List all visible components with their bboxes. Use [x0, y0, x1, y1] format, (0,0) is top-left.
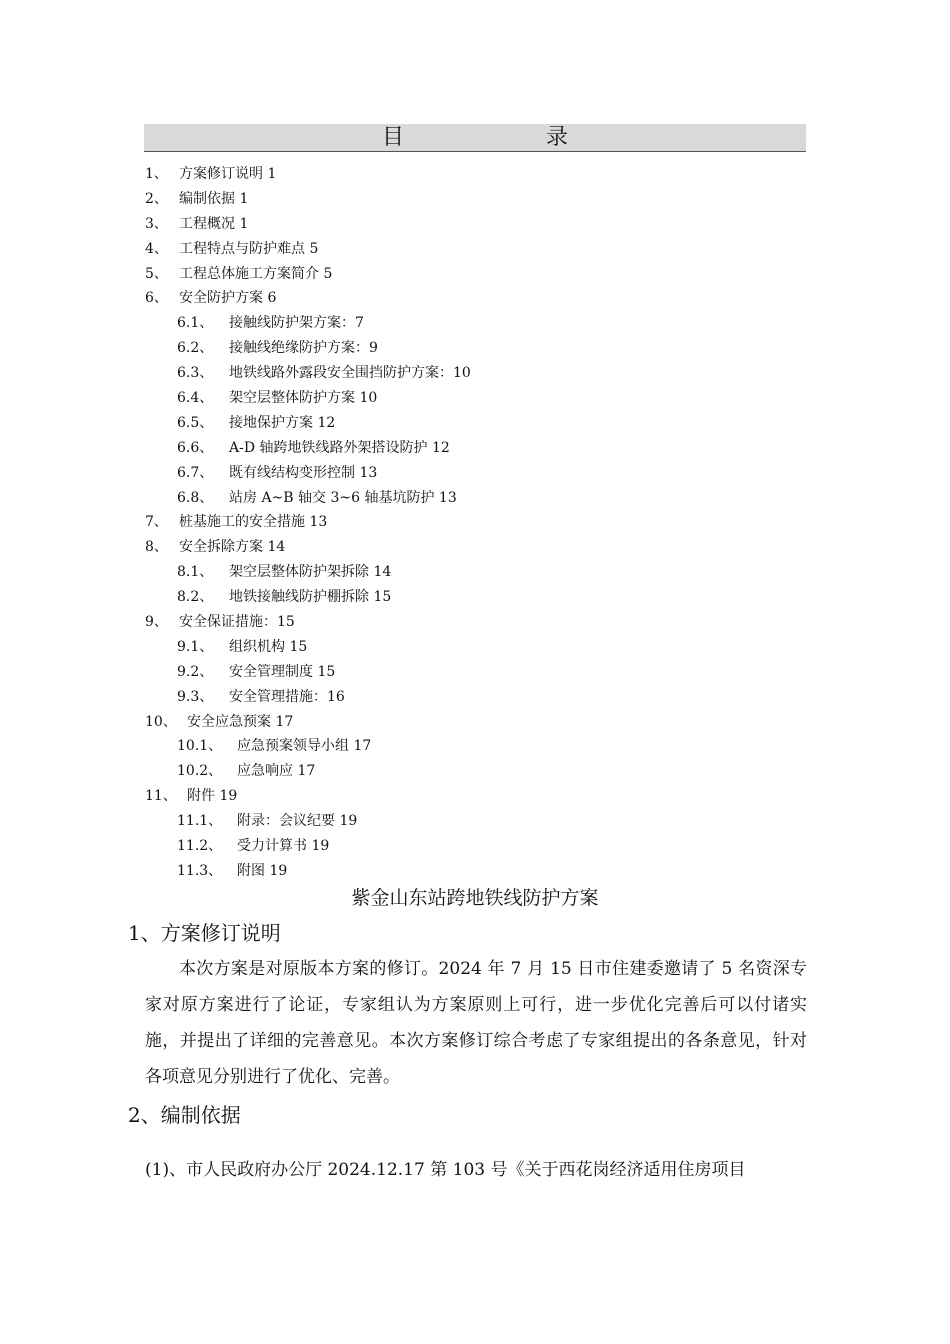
section-1-heading: 1、方案修订说明 — [128, 921, 281, 945]
toc-item[interactable] — [0, 212, 950, 237]
toc-item[interactable] — [0, 734, 950, 759]
toc-item[interactable] — [0, 510, 950, 535]
toc-item-label: 安全防护方案 6 — [179, 290, 277, 307]
toc-item-label: 应急预案领导小组 17 — [237, 738, 372, 755]
toc-item-label: 编制依据 1 — [179, 190, 249, 207]
toc-item[interactable] — [0, 784, 950, 809]
toc-item[interactable] — [0, 262, 950, 287]
toc-item-label: 受力计算书 19 — [237, 838, 330, 855]
toc-item-label: 工程概况 1 — [179, 215, 249, 232]
toc-item-number: 6.4、 — [177, 390, 214, 407]
toc-item[interactable] — [0, 237, 950, 262]
toc-header — [144, 124, 806, 152]
document-title: 紫金山东站跨地铁线防护方案 — [351, 887, 599, 909]
toc-item-label: 既有线结构变形控制 13 — [229, 464, 378, 481]
toc-item[interactable] — [0, 361, 950, 386]
toc-item-number: 9.1、 — [177, 638, 214, 655]
toc-item-number: 10.1、 — [177, 738, 223, 755]
toc-item-label: 附录：会议纪要 19 — [237, 813, 358, 830]
toc-item-label: 地铁接触线防护棚拆除 15 — [229, 589, 392, 606]
toc-item[interactable] — [0, 461, 950, 486]
toc-item-number: 6.2、 — [177, 340, 214, 357]
basis-item-1: (1)、市人民政府办公厅 2024.12.17 第 103 号《关于西花岗经济适用住房项目 — [145, 1160, 746, 1180]
toc-item-label: 安全管理制度 15 — [229, 663, 336, 680]
toc-item-label: 桩基施工的安全措施 13 — [179, 514, 328, 531]
toc-item-label: 安全应急预案 17 — [187, 713, 294, 730]
toc-item[interactable] — [0, 859, 950, 884]
toc-item-number: 11.3、 — [177, 862, 223, 879]
toc-item[interactable] — [0, 809, 950, 834]
toc-item-label: 地铁线路外露段安全围挡防护方案：10 — [229, 365, 471, 382]
toc-item-number: 3、 — [145, 215, 168, 232]
toc-item-label: 附件 19 — [187, 788, 238, 805]
toc-item-number: 10、 — [145, 713, 177, 730]
toc-item-label: 组织机构 15 — [229, 638, 308, 655]
toc-item-number: 4、 — [145, 240, 168, 257]
toc-item-number: 2、 — [145, 190, 168, 207]
toc-item[interactable] — [0, 336, 950, 361]
toc-item-number: 6.8、 — [177, 489, 214, 506]
toc-item-number: 11、 — [145, 788, 177, 805]
toc-item-label: 安全保证措施：15 — [179, 614, 295, 631]
toc-item[interactable] — [0, 585, 950, 610]
toc-item[interactable] — [0, 535, 950, 560]
toc-item-number: 6、 — [145, 290, 168, 307]
toc-item[interactable] — [0, 560, 950, 585]
toc-item-label: 接触线防护架方案：7 — [229, 315, 364, 332]
toc-item[interactable] — [0, 411, 950, 436]
toc-item[interactable] — [0, 759, 950, 784]
toc-item-label: A-D 轴跨地铁线路外架搭设防护 12 — [229, 439, 450, 456]
toc-item-label: 架空层整体防护架拆除 14 — [229, 564, 392, 581]
toc-item-number: 5、 — [145, 265, 168, 282]
toc-item-label: 工程特点与防护难点 5 — [179, 240, 319, 257]
toc-item-number: 9.2、 — [177, 663, 214, 680]
toc-item[interactable] — [0, 311, 950, 336]
toc-item-number: 9.3、 — [177, 688, 214, 705]
toc-item[interactable] — [0, 286, 950, 311]
toc-item-number: 8.2、 — [177, 589, 214, 606]
toc-item[interactable] — [0, 187, 950, 212]
toc-item-label: 附图 19 — [237, 862, 288, 879]
toc-item-number: 9、 — [145, 614, 168, 631]
toc-item[interactable] — [0, 635, 950, 660]
toc-item[interactable] — [0, 685, 950, 710]
toc-item-label: 应急响应 17 — [237, 763, 316, 780]
toc-item-label: 接地保护方案 12 — [229, 414, 336, 431]
toc-item[interactable] — [0, 162, 950, 187]
toc-item-number: 11.2、 — [177, 838, 223, 855]
toc-item-label: 接触线绝缘防护方案：9 — [229, 340, 378, 357]
toc-title: 目 录 — [381, 125, 628, 150]
toc-item-label: 工程总体施工方案简介 5 — [179, 265, 333, 282]
toc-item-label: 方案修订说明 1 — [179, 166, 277, 182]
toc-item-label: 安全管理措施：16 — [229, 688, 345, 705]
toc-item-number: 11.1、 — [177, 813, 223, 830]
section-2-heading: 2、编制依据 — [128, 1103, 241, 1127]
toc-item-number: 6.3、 — [177, 365, 214, 382]
toc-item-label: 站房 A~B 轴交 3~6 轴基坑防护 13 — [229, 489, 457, 506]
toc-item[interactable] — [0, 486, 950, 511]
toc-item-number: 10.2、 — [177, 763, 223, 780]
toc-item-number: 6.5、 — [177, 414, 214, 431]
toc-item-number: 6.7、 — [177, 464, 214, 481]
toc-item-label: 架空层整体防护方案 10 — [229, 390, 378, 407]
section-1-body: 本次方案是对原版本方案的修订。2024 年 7 月 15 日市住建委邀请了 5 名资深专家对原方案进行了论证，专家组认为方案原则上可行，进一步优化完善后可以付诸实施，并提出了详细的完善意见。本次方案修订综合考虑了专家组提出的各条意见，针对各项意见分别进行了优化、完善。 — [145, 959, 807, 1087]
toc-item-number: 8、 — [145, 539, 168, 556]
toc-item[interactable] — [0, 436, 950, 461]
toc-item-number: 7、 — [145, 514, 168, 531]
toc-item[interactable] — [0, 710, 950, 735]
toc-item[interactable] — [0, 386, 950, 411]
toc-item[interactable] — [0, 660, 950, 685]
toc-list — [0, 162, 950, 884]
toc-item-number: 6.6、 — [177, 439, 214, 456]
toc-item[interactable] — [0, 834, 950, 859]
toc-item[interactable] — [0, 610, 950, 635]
toc-item-label: 安全拆除方案 14 — [179, 539, 286, 556]
toc-item-number: 6.1、 — [177, 315, 214, 332]
toc-item-number: 8.1、 — [177, 564, 214, 581]
toc-item-number: 1、 — [145, 166, 168, 182]
